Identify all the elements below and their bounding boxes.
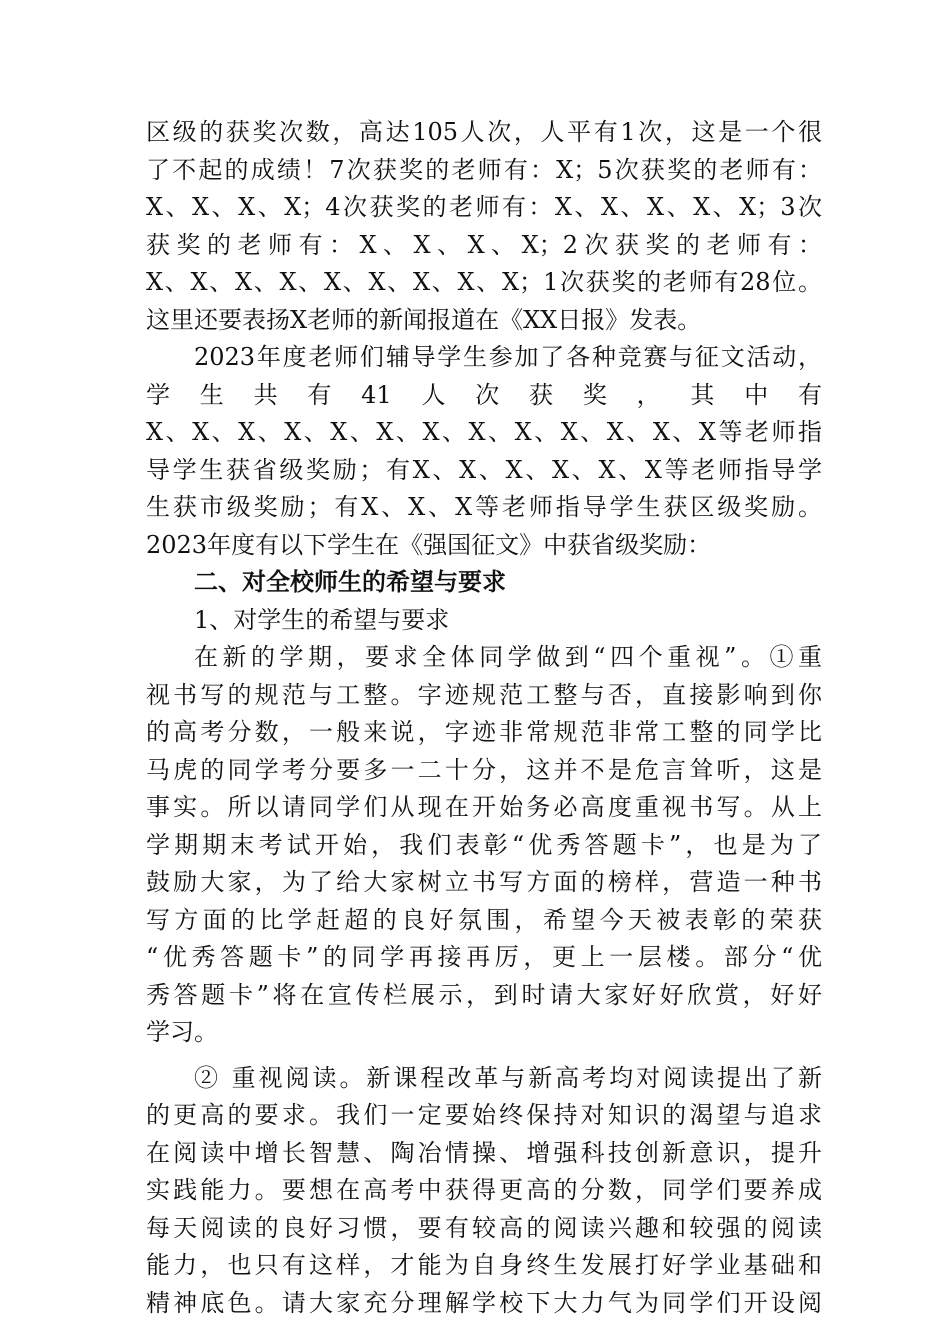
text-line: “优秀答题卡”的同学再接再厉，更上一层楼。部分“优 xyxy=(146,943,822,971)
text-line: 的更高的要求。我们一定要始终保持对知识的渴望与追求 xyxy=(146,1101,822,1129)
paragraph-start-line: ② 重视阅读。新课程改革与新高考均对阅读提出了新 xyxy=(194,1063,822,1092)
subsection-heading: 1、对学生的希望与要求 xyxy=(194,605,450,634)
document-body xyxy=(146,114,822,1322)
text-line: 每天阅读的良好习惯，要有较高的阅读兴趣和较强的阅读 xyxy=(146,1213,822,1242)
text-line: 这里还要表扬X老师的新闻报道在《XX日报》发表。 xyxy=(146,305,702,334)
paragraph-start-line: 在新的学期，要求全体同学做到“四个重视”。①重 xyxy=(194,643,822,671)
text-line: 鼓励大家，为了给大家树立书写方面的榜样，营造一种书 xyxy=(146,868,822,896)
text-line: X、X、X、X、X、X、X、X、X、X、X、X、X等老师指 xyxy=(146,418,822,446)
text-line: 马虎的同学考分要多一二十分，这并不是危言耸听，这是 xyxy=(146,755,822,784)
section-heading: 二、对全校师生的希望与要求 xyxy=(194,568,506,596)
paragraph-start-line: 2023年度老师们辅导学生参加了各种竞赛与征文活动， xyxy=(194,343,822,371)
text-line: 精神底色。请大家充分理解学校下大力气为同学们开设阅 xyxy=(146,1288,822,1317)
text-line: X、X、X、X；4次获奖的老师有：X、X、X、X、X；3次 xyxy=(146,193,822,221)
text-line: 生获市级奖励；有X、X、X等老师指导学生获区级奖励。 xyxy=(146,493,822,521)
text-line: 能力，也只有这样，才能为自身终生发展打好学业基础和 xyxy=(146,1251,822,1279)
text-line: 学期期末考试开始，我们表彰“优秀答题卡”，也是为了 xyxy=(146,830,822,859)
text-line: 学习。 xyxy=(146,1018,218,1046)
text-line: 秀答题卡”将在宣传栏展示，到时请大家好好欣赏，好好 xyxy=(146,980,822,1009)
text-line: 导学生获省级奖励；有X、X、X、X、X、X等老师指导学 xyxy=(146,455,822,484)
text-line: 的高考分数，一般来说，字迹非常规范非常工整的同学比 xyxy=(146,718,822,746)
text-line: 写方面的比学赶超的良好氛围，希望今天被表彰的荣获 xyxy=(146,905,822,934)
text-line: 在阅读中增长智慧、陶冶情操、增强科技创新意识，提升 xyxy=(146,1138,822,1167)
text-line: 区级的获奖次数，高达105人次，人平有1次，这是一个很 xyxy=(146,118,822,146)
text-line: 了不起的成绩！7次获奖的老师有：X；5次获奖的老师有： xyxy=(146,155,822,184)
text-line: 2023年度有以下学生在《强国征文》中获省级奖励： xyxy=(146,530,712,559)
text-line: 事实。所以请同学们从现在开始务必高度重视书写。从上 xyxy=(146,793,822,821)
text-line: 实践能力。要想在高考中获得更高的分数，同学们要养成 xyxy=(146,1176,822,1204)
text-line: X、X、X、X、X、X、X、X、X；1次获奖的老师有28位。 xyxy=(146,268,822,296)
text-line: 学生共有41人次获奖，其中有 xyxy=(146,380,822,409)
text-line: 视书写的规范与工整。字迹规范工整与否，直接影响到你 xyxy=(146,680,822,709)
text-line: 获奖的老师有：X、X、X、X；2次获奖的老师有： xyxy=(146,230,822,259)
